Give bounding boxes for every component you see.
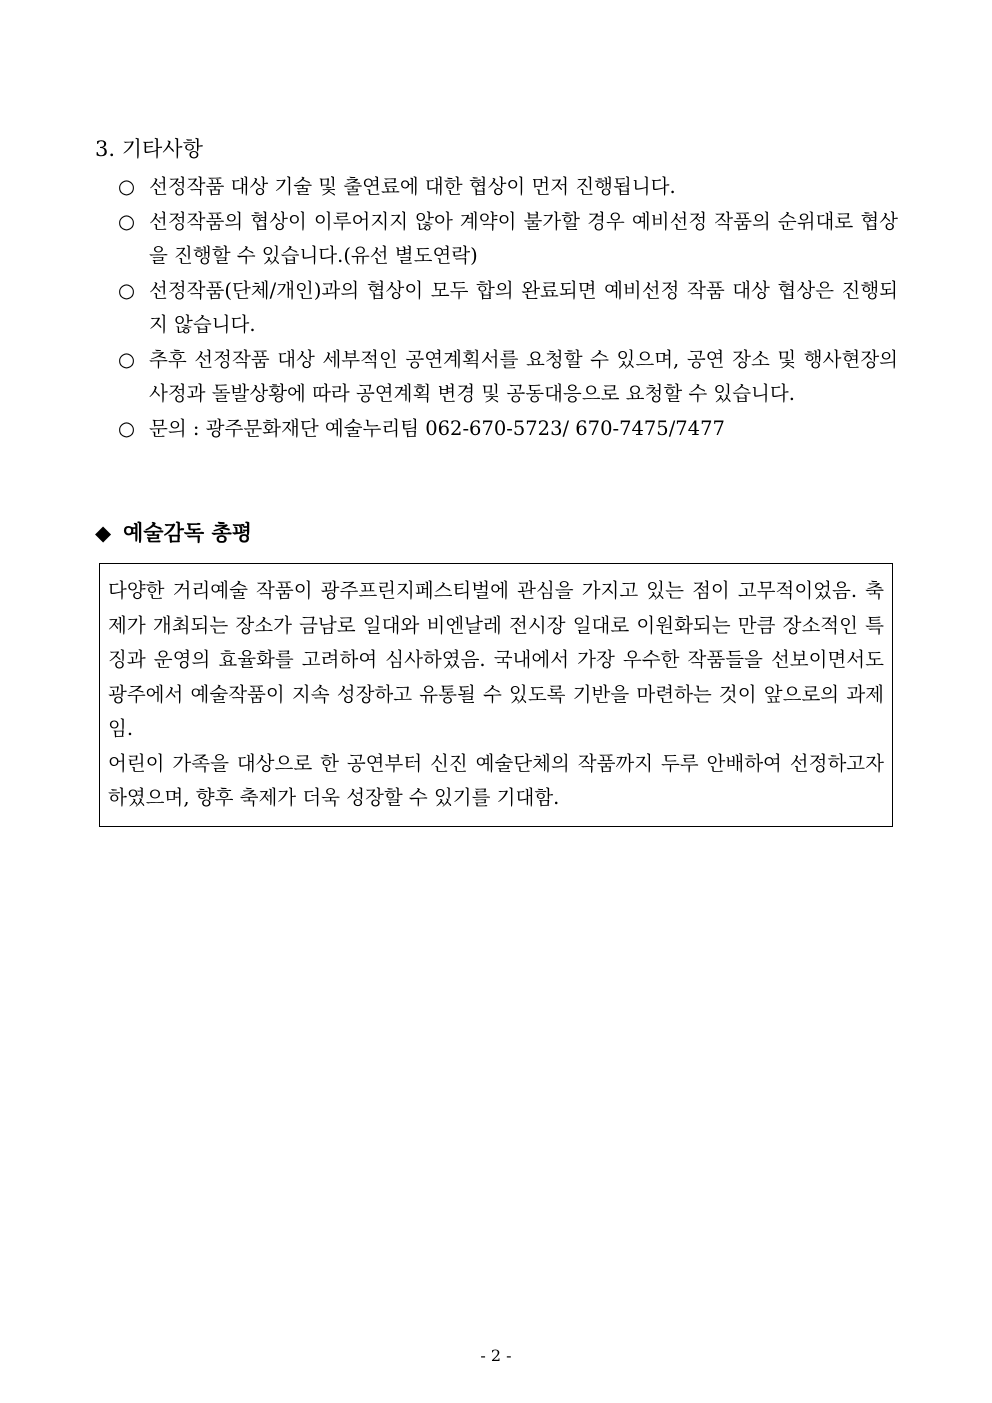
list-item xyxy=(118,412,898,447)
review-heading xyxy=(95,518,252,548)
list-item xyxy=(118,205,898,274)
list-item-text: 선정작품의 협상이 이루어지지 않아 계약이 불가할 경우 예비선정 작품의 순위대로 협상을 진행할 수 있습니다.(유선 별도연락) xyxy=(149,209,898,267)
diamond-icon: ◆ xyxy=(95,521,112,545)
review-paragraph: 다양한 거리예술 작품이 광주프린지페스티벌에 관심을 가지고 있는 점이 고무적이었음. 축제가 개최되는 장소가 금남로 일대와 비엔날레 전시장 일대로 이원화되는 만큼 장소적인 특징과 운영의 효율화를 고려하여 심사하였음. 국내에서 가장 우수한 작품들을 선보이면서도 광주에서 예술작품이 지속 성장하고 유통될 수 있도록 기반을 마련하는 것이 앞으로의 과제임. xyxy=(108,579,884,740)
circle-bullet-icon: ○ xyxy=(118,347,136,371)
list-item-text: 선정작품(단체/개인)과의 협상이 모두 합의 완료되면 예비선정 작품 대상 협상은 진행되지 않습니다. xyxy=(149,278,898,336)
circle-bullet-icon: ○ xyxy=(118,416,136,440)
notes-list xyxy=(118,170,898,446)
list-item-text: 선정작품 대상 기술 및 출연료에 대한 협상이 먼저 진행됩니다. xyxy=(149,175,676,198)
circle-bullet-icon: ○ xyxy=(118,175,136,198)
review-box xyxy=(99,563,893,827)
circle-bullet-icon: ○ xyxy=(118,278,136,302)
list-item-text: 문의 : 광주문화재단 예술누리팀 062-670-5723/ 670-7475/7477 xyxy=(149,416,725,440)
review-paragraph: 어린이 가족을 대상으로 한 공연부터 신진 예술단체의 작품까지 두루 안배하여 선정하고자 하였으며, 향후 축제가 더욱 성장할 수 있기를 기대함. xyxy=(108,751,884,809)
section-heading: 3. 기타사항 xyxy=(95,137,203,161)
list-item xyxy=(118,274,898,343)
list-item xyxy=(118,343,898,412)
page-number: - 2 - xyxy=(480,1346,512,1365)
list-item-text: 추후 선정작품 대상 세부적인 공연계획서를 요청할 수 있으며, 공연 장소 및 행사현장의 사정과 돌발상황에 따라 공연계획 변경 및 공동대응으로 요청할 수 있습니다. xyxy=(149,347,898,405)
review-heading-text: 예술감독 총평 xyxy=(123,520,253,545)
list-item xyxy=(118,170,898,205)
circle-bullet-icon: ○ xyxy=(118,209,136,233)
